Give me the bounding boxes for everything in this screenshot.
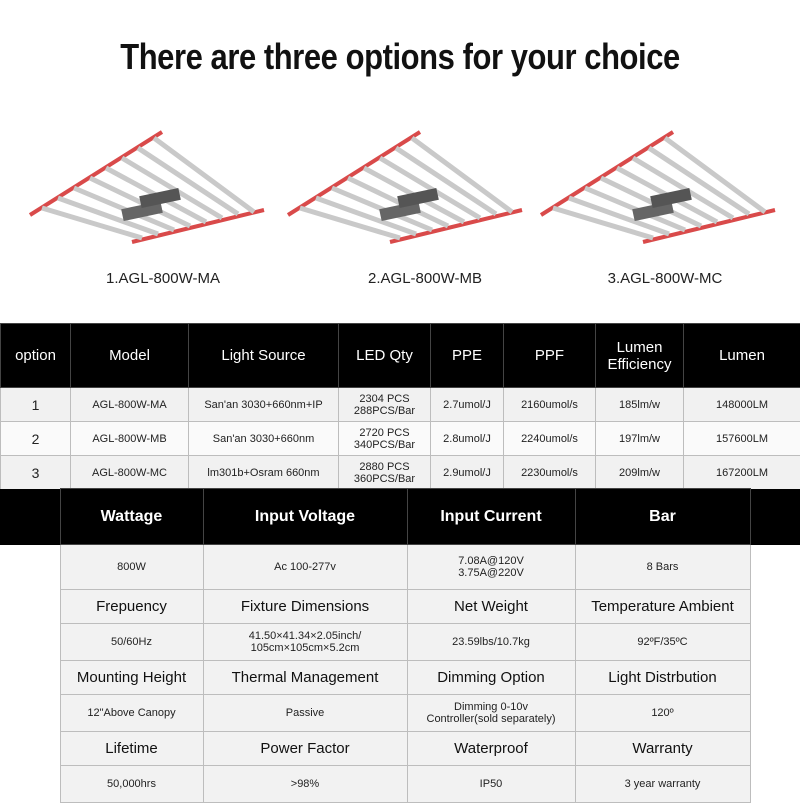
table-row — [0, 661, 800, 695]
cell-lumen: 167200LM — [684, 456, 800, 490]
header-ppf: PPF — [504, 324, 596, 388]
led-qty-total: 2720 PCS — [339, 427, 430, 439]
label-fixture-dimensions: Fixture Dimensions — [203, 590, 407, 624]
header-spacer — [0, 489, 60, 545]
table-row — [1, 456, 800, 490]
cell-option: 1 — [1, 388, 71, 422]
value-mounting-height: 12"Above Canopy — [60, 695, 203, 732]
header-led-qty: LED Qty — [339, 324, 431, 388]
value-frequency: 50/60Hz — [60, 624, 203, 661]
header-light-source: Light Source — [189, 324, 339, 388]
table-row — [0, 590, 800, 624]
label-net-weight: Net Weight — [407, 590, 575, 624]
cell-model: AGL-800W-MB — [71, 422, 189, 456]
value-bar: 8 Bars — [575, 545, 750, 590]
value-power-factor: >98% — [203, 766, 407, 803]
dimming-range: Dimming 0-10v — [408, 701, 575, 713]
value-lifetime: 50,000hrs — [60, 766, 203, 803]
cell-option: 3 — [1, 456, 71, 490]
current-120v: 7.08A@120V — [408, 555, 575, 567]
header-input-voltage: Input Voltage — [203, 489, 407, 545]
value-input-voltage: Ac 100-277v — [203, 545, 407, 590]
header-lumen: Lumen — [684, 324, 800, 388]
grow-light-image-ma — [22, 120, 272, 250]
product-label-1: 1.AGL-800W-MA — [38, 270, 288, 287]
header-model: Model — [71, 324, 189, 388]
label-warranty: Warranty — [575, 732, 750, 766]
label-frequency: Frepuency — [60, 590, 203, 624]
value-net-weight: 23.59lbs/10.7kg — [407, 624, 575, 661]
label-dimming-option: Dimming Option — [407, 661, 575, 695]
cell-ppf: 2160umol/s — [504, 388, 596, 422]
table-row — [0, 695, 800, 732]
led-qty-total: 2880 PCS — [339, 461, 430, 473]
table-row — [0, 732, 800, 766]
options-table — [0, 323, 800, 490]
cell-lumen: 148000LM — [684, 388, 800, 422]
cell-source: San'an 3030+660nm — [189, 422, 339, 456]
cell-model: AGL-800W-MA — [71, 388, 189, 422]
value-fixture-dimensions — [203, 624, 407, 661]
value-temperature-ambient: 92ºF/35ºC — [575, 624, 750, 661]
table-row — [1, 388, 800, 422]
current-220v: 3.75A@220V — [408, 567, 575, 579]
header-option: option — [1, 324, 71, 388]
header-lumen-efficiency: Lumen Efficiency — [596, 324, 684, 388]
value-waterproof: IP50 — [407, 766, 575, 803]
dimensions-cm: 105cm×105cm×5.2cm — [204, 642, 407, 654]
table-row — [0, 624, 800, 661]
cell-ppe: 2.7umol/J — [431, 388, 504, 422]
product-label-2: 2.AGL-800W-MB — [300, 270, 550, 287]
label-temperature-ambient: Temperature Ambient — [575, 590, 750, 624]
grow-light-image-mc — [533, 120, 783, 250]
label-waterproof: Waterproof — [407, 732, 575, 766]
cell-model: AGL-800W-MC — [71, 456, 189, 490]
options-header-row — [1, 324, 800, 388]
value-warranty: 3 year warranty — [575, 766, 750, 803]
cell-ppf: 2230umol/s — [504, 456, 596, 490]
grow-light-image-mb — [280, 120, 530, 250]
cell-efficiency: 185lm/w — [596, 388, 684, 422]
label-light-distribution: Light Distrbution — [575, 661, 750, 695]
header-ppe: PPE — [431, 324, 504, 388]
value-wattage: 800W — [60, 545, 203, 590]
table-row — [0, 545, 800, 590]
cell-source: San'an 3030+660nm+IP — [189, 388, 339, 422]
value-light-distribution: 120º — [575, 695, 750, 732]
page-title: There are three options for your choice — [56, 36, 744, 78]
led-qty-total: 2304 PCS — [339, 393, 430, 405]
table-row — [0, 766, 800, 803]
cell-efficiency: 209lm/w — [596, 456, 684, 490]
value-dimming-option — [407, 695, 575, 732]
header-input-current: Input Current — [407, 489, 575, 545]
cell-led-qty — [339, 388, 431, 422]
led-qty-per-bar: 288PCS/Bar — [339, 405, 430, 417]
label-power-factor: Power Factor — [203, 732, 407, 766]
specs-table — [0, 488, 800, 803]
cell-option: 2 — [1, 422, 71, 456]
led-qty-per-bar: 360PCS/Bar — [339, 473, 430, 485]
header-wattage: Wattage — [60, 489, 203, 545]
cell-led-qty — [339, 456, 431, 490]
product-label-3: 3.AGL-800W-MC — [540, 270, 790, 287]
led-qty-per-bar: 340PCS/Bar — [339, 439, 430, 451]
dimming-controller: Controller(sold separately) — [408, 713, 575, 725]
label-thermal-management: Thermal Management — [203, 661, 407, 695]
label-mounting-height: Mounting Height — [60, 661, 203, 695]
label-lifetime: Lifetime — [60, 732, 203, 766]
cell-ppe: 2.8umol/J — [431, 422, 504, 456]
header-spacer — [750, 489, 800, 545]
dimensions-inch: 41.50×41.34×2.05inch/ — [204, 630, 407, 642]
cell-efficiency: 197lm/w — [596, 422, 684, 456]
cell-ppf: 2240umol/s — [504, 422, 596, 456]
cell-lumen: 157600LM — [684, 422, 800, 456]
value-input-current — [407, 545, 575, 590]
cell-ppe: 2.9umol/J — [431, 456, 504, 490]
table-row — [1, 422, 800, 456]
cell-source: lm301b+Osram 660nm — [189, 456, 339, 490]
cell-led-qty — [339, 422, 431, 456]
specs-header-row — [0, 489, 800, 545]
header-bar: Bar — [575, 489, 750, 545]
value-thermal-management: Passive — [203, 695, 407, 732]
